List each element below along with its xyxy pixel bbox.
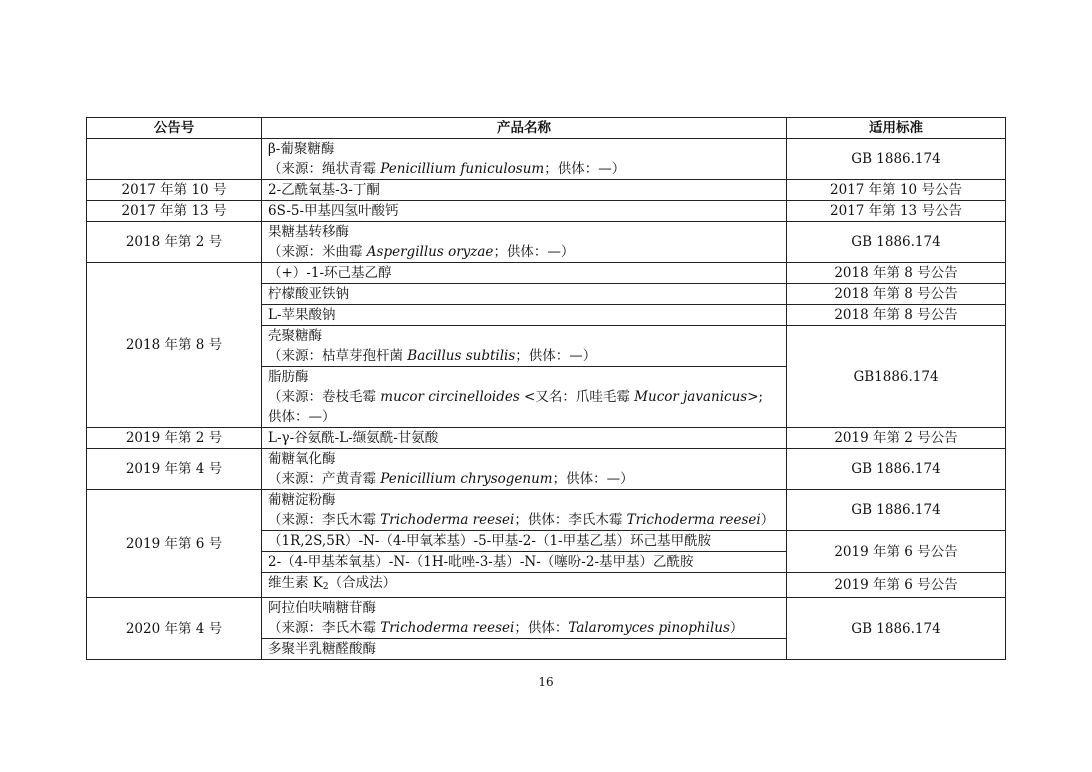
table-row [87, 263, 1006, 284]
product-name: 果糖基转移酶 [268, 224, 349, 240]
header-product: 产品名称 [262, 118, 787, 139]
product-cell [262, 326, 787, 367]
standard-cell: GB 1886.174 [787, 139, 1006, 180]
table-row [87, 222, 1006, 263]
standard-cell: 2019 年第 6 号公告 [787, 531, 1006, 573]
standard-cell: 2017 年第 10 号公告 [787, 180, 1006, 201]
product-name: 葡糖氧化酶 [268, 451, 336, 467]
table-row [87, 449, 1006, 490]
product-cell [262, 367, 787, 428]
product-cell: 多聚半乳糖醛酸酶 [262, 639, 787, 660]
product-donor: 供体：—） [268, 409, 336, 425]
header-announcement: 公告号 [87, 118, 262, 139]
product-name: 脂肪酶 [268, 369, 309, 385]
product-source: （来源：卷枝毛霉 mucor circinelloides <又名：爪哇毛霉 Mucor javanicus>; [268, 389, 764, 405]
product-source: （来源：李氏木霉 Trichoderma reesei；供体：李氏木霉 Trichoderma reesei） [268, 512, 775, 528]
standard-cell: GB 1886.174 [787, 490, 1006, 531]
table-row [87, 490, 1006, 531]
product-cell [262, 490, 787, 531]
announcement-cell: 2019 年第 6 号 [87, 490, 262, 598]
table-row [87, 180, 1006, 201]
standard-cell: 2018 年第 8 号公告 [787, 305, 1006, 326]
table-row [87, 598, 1006, 639]
table-header-row [87, 118, 1006, 139]
product-cell [262, 449, 787, 490]
product-cell [262, 222, 787, 263]
header-standard: 适用标准 [787, 118, 1006, 139]
product-source: （来源：米曲霉 Aspergillus oryzae；供体：—） [268, 244, 575, 260]
announcement-cell: 2017 年第 10 号 [87, 180, 262, 201]
announcement-cell: 2020 年第 4 号 [87, 598, 262, 660]
standard-cell: 2019 年第 2 号公告 [787, 428, 1006, 449]
product-cell [262, 598, 787, 639]
product-cell: 2-（4-甲基苯氧基）-N-（1H-吡唑-3-基）-N-（噻吩-2-基甲基）乙酰胺 [262, 552, 787, 573]
product-cell [262, 139, 787, 180]
standard-cell: 2019 年第 6 号公告 [787, 573, 1006, 598]
product-cell: 6S-5-甲基四氢叶酸钙 [262, 201, 787, 222]
product-name: 葡糖淀粉酶 [268, 492, 336, 508]
product-source: （来源：绳状青霉 Penicillium funiculosum；供体：—） [268, 161, 626, 177]
standard-cell: 2018 年第 8 号公告 [787, 263, 1006, 284]
page-number: 16 [538, 675, 554, 689]
product-cell: 柠檬酸亚铁钠 [262, 284, 787, 305]
standard-cell: 2018 年第 8 号公告 [787, 284, 1006, 305]
product-standards-table [86, 117, 1006, 660]
product-cell: （+）-1-环己基乙醇 [262, 263, 787, 284]
table-row [87, 139, 1006, 180]
product-source: （来源：李氏木霉 Trichoderma reesei；供体：Talaromyces pinophilus） [268, 620, 744, 636]
table-row [87, 428, 1006, 449]
standard-cell: GB 1886.174 [787, 222, 1006, 263]
announcement-cell: 2018 年第 8 号 [87, 263, 262, 428]
product-cell: 维生素 $K_2$（合成法） [262, 573, 787, 598]
announcement-cell: 2019 年第 2 号 [87, 428, 262, 449]
standard-cell: 2017 年第 13 号公告 [787, 201, 1006, 222]
product-cell: （1R,2S,5R）-N-（4-甲氧苯基）-5-甲基-2-（1-甲基乙基）环己基甲酰胺 [262, 531, 787, 552]
product-source: （来源：产黄青霉 Penicillium chrysogenum；供体：—） [268, 471, 634, 487]
product-source: （来源：枯草芽孢杆菌 Bacillus subtilis；供体：—） [268, 348, 597, 364]
product-cell: L-苹果酸钠 [262, 305, 787, 326]
table-row [87, 201, 1006, 222]
announcement-cell: 2019 年第 4 号 [87, 449, 262, 490]
announcement-cell: 2018 年第 2 号 [87, 222, 262, 263]
product-name: 壳聚糖酶 [268, 328, 322, 344]
announcement-cell: 2017 年第 13 号 [87, 201, 262, 222]
product-cell: L-γ-谷氨酰-L-缬氨酰-甘氨酸 [262, 428, 787, 449]
announcement-cell [87, 139, 262, 180]
product-name: β-葡聚糖酶 [268, 141, 335, 157]
product-name: 阿拉伯呋喃糖苷酶 [268, 600, 376, 616]
product-cell: 2-乙酰氧基-3-丁酮 [262, 180, 787, 201]
standard-cell: GB 1886.174 [787, 449, 1006, 490]
standard-cell: GB 1886.174 [787, 598, 1006, 660]
standard-cell: GB1886.174 [787, 326, 1006, 428]
